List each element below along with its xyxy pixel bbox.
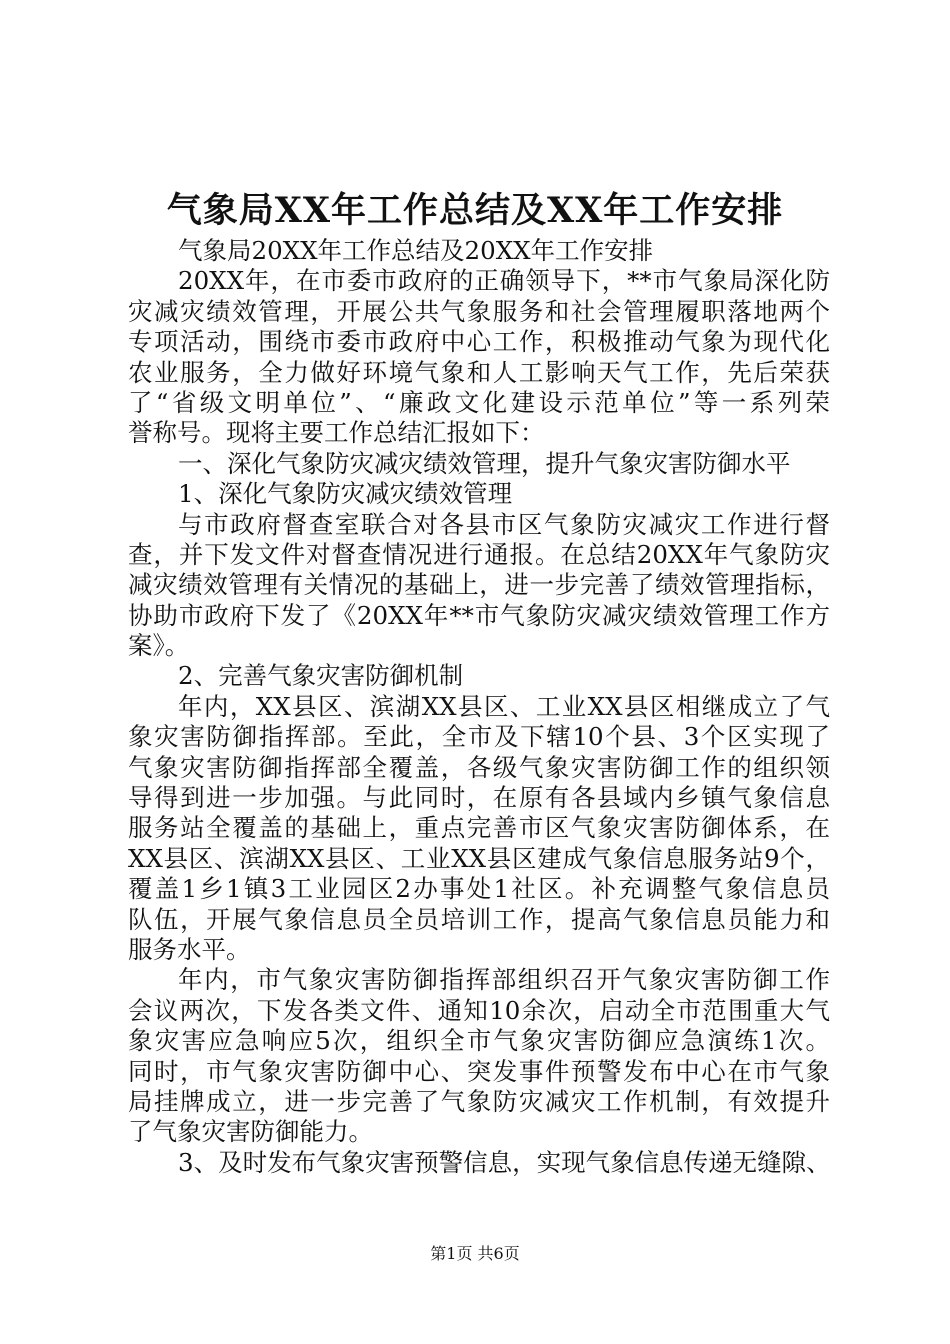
paragraph-line: 象灾害应急响应5次，组织全市气象灾害防御应急演练1次。 xyxy=(128,1026,830,1056)
paragraph-line: 局挂牌成立，进一步完善了气象防灾减灾工作机制，有效提升 xyxy=(128,1086,830,1116)
paragraph-line: 覆盖1乡1镇3工业园区2办事处1社区。补充调整气象信息员 xyxy=(128,874,830,904)
paragraph-line: 1、深化气象防灾减灾绩效管理 xyxy=(178,479,513,509)
paragraph-line: 誉称号。现将主要工作总结汇报如下： xyxy=(128,418,545,448)
paragraph-line: 案》。 xyxy=(128,631,190,661)
paragraph-line: 同时，市气象灾害防御中心、突发事件预警发布中心在市气象 xyxy=(128,1056,830,1086)
document-title: 气象局XX年工作总结及XX年工作安排 xyxy=(166,190,784,231)
paragraph-line: 服务水平。 xyxy=(128,934,251,964)
paragraph-line: XX县区、滨湖XX县区、工业XX县区建成气象信息服务站9个， xyxy=(128,843,830,873)
paragraph-line: 20XX年，在市委市政府的正确领导下，**市气象局深化防 xyxy=(178,266,830,296)
paragraph-line: 了“省级文明单位”、“廉政文化建设示范单位”等一系列荣 xyxy=(128,387,830,417)
page-footer: 第1页 共6页 xyxy=(430,1244,520,1263)
paragraph-line: 了气象灾害防御能力。 xyxy=(128,1117,373,1147)
paragraph-line: 服务站全覆盖的基础上，重点完善市区气象灾害防御体系，在 xyxy=(128,813,830,843)
paragraph-line: 象灾害防御指挥部。至此，全市及下辖10个县、3个区实现了 xyxy=(128,722,830,752)
paragraph-line: 会议两次，下发各类文件、通知10余次，启动全市范围重大气 xyxy=(128,995,830,1025)
document-body xyxy=(128,236,830,1178)
paragraph-line: 3、及时发布气象灾害预警信息，实现气象信息传递无缝隙、 xyxy=(178,1147,831,1177)
paragraph-line: 协助市政府下发了《20XX年**市气象防灾减灾绩效管理工作方 xyxy=(128,600,830,630)
paragraph-line: 与市政府督查室联合对各县市区气象防灾减灾工作进行督 xyxy=(178,509,830,539)
paragraph-line: 查，并下发文件对督查情况进行通报。在总结20XX年气象防灾 xyxy=(128,539,830,569)
paragraph-line: 队伍，开展气象信息员全员培训工作，提高气象信息员能力和 xyxy=(128,904,830,934)
paragraph-line: 年内，XX县区、滨湖XX县区、工业XX县区相继成立了气 xyxy=(178,691,830,721)
paragraph-line: 专项活动，围绕市委市政府中心工作，积极推动气象为现代化 xyxy=(128,327,830,357)
paragraph-line: 气象灾害防御指挥部全覆盖，各级气象灾害防御工作的组织领 xyxy=(128,752,830,782)
paragraph-line: 一、深化气象防灾减灾绩效管理，提升气象灾害防御水平 xyxy=(178,448,791,478)
paragraph-line: 年内，市气象灾害防御指挥部组织召开气象灾害防御工作 xyxy=(178,965,830,995)
paragraph-line: 减灾绩效管理有关情况的基础上，进一步完善了绩效管理指标， xyxy=(128,570,830,600)
paragraph-line: 气象局20XX年工作总结及20XX年工作安排 xyxy=(178,236,654,265)
paragraph-line: 农业服务，全力做好环境气象和人工影响天气工作，先后荣获 xyxy=(128,357,830,387)
paragraph-line: 导得到进一步加强。与此同时，在原有各县域内乡镇气象信息 xyxy=(128,783,830,813)
paragraph-line: 2、完善气象灾害防御机制 xyxy=(178,661,464,691)
paragraph-line: 灾减灾绩效管理，开展公共气象服务和社会管理履职落地两个 xyxy=(128,296,830,326)
